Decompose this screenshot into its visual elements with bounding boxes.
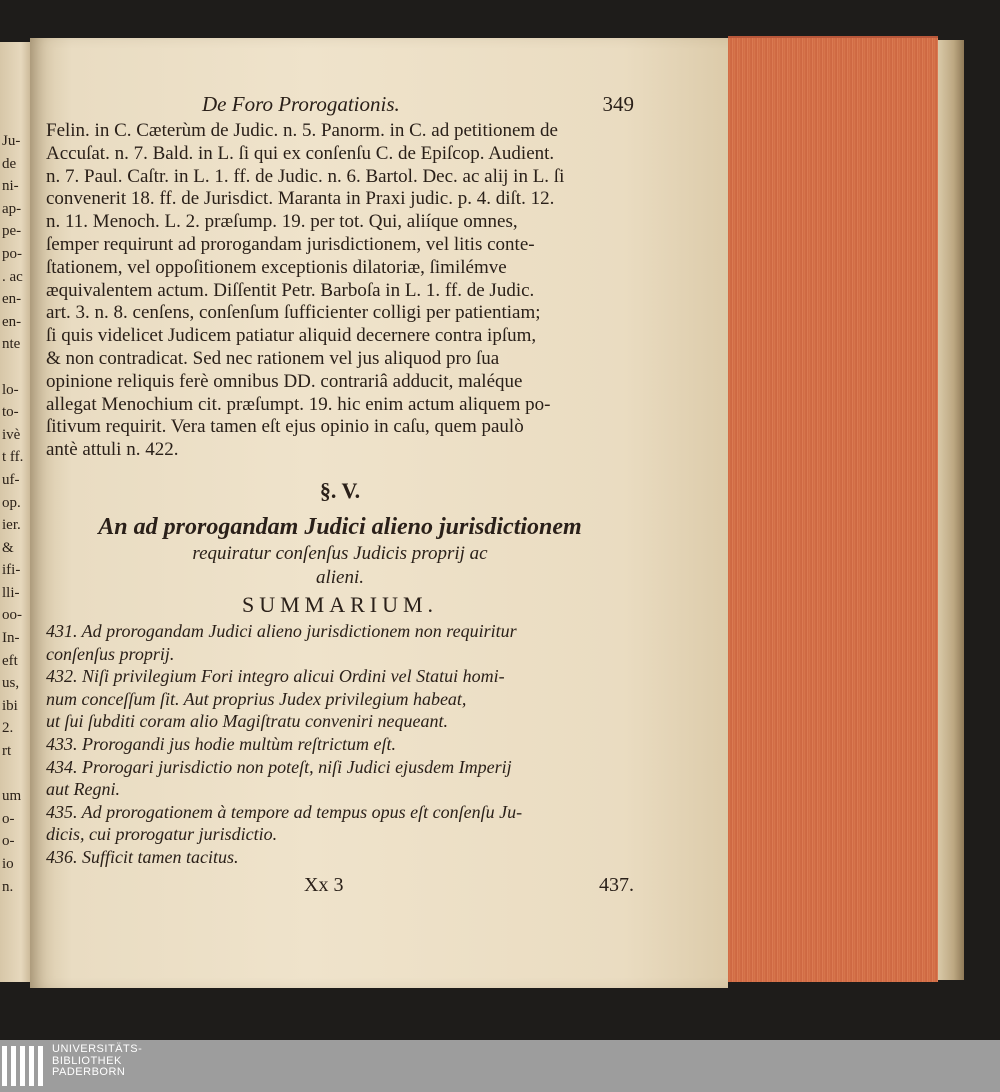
left-page-fragment: um	[2, 788, 22, 805]
summary-item-line: 432. Niſi privilegium Fori integro alicui Ordini vel Statui homi-	[46, 666, 505, 687]
body-text-line: convenerit 18. ff. de Jurisdict. Maranta in Praxi judic. p. 4. diſt. 12.	[46, 188, 555, 210]
left-page-fragment: ivè	[2, 426, 21, 443]
summary-item-line: 434. Prorogari jurisdictio non poteſt, niſi Judici ejusdem Imperij	[46, 756, 512, 777]
left-page-fragment: ap-	[2, 200, 22, 217]
body-text-line: n. 11. Menoch. L. 2. præſump. 19. per tot. Qui, aliíque omnes,	[46, 211, 518, 233]
left-page-fragment: us,	[2, 675, 20, 692]
body-text-line: n. 7. Paul. Caſtr. in L. 1. ff. de Judic. n. 6. Bartol. Dec. ac alij in L. ſi	[46, 165, 565, 187]
body-text-line: ſtationem, vel oppoſitionem exceptionis dilatoriæ, ſimilémve	[46, 256, 507, 278]
left-page-fragment: lli-	[2, 584, 20, 601]
left-page-fragment	[2, 763, 30, 786]
logo-line: UNIVERSITÄTS-	[52, 1043, 143, 1055]
left-page-fragment: eft	[2, 652, 18, 669]
body-text-line: allegat Menochium cit. præſumpt. 19. hic enim actum aliquem po-	[46, 393, 551, 415]
book-page-edges	[728, 36, 938, 982]
body-text-line: art. 3. n. 8. cenſens, conſenſum ſufficienter colligi per patientiam;	[46, 302, 541, 324]
left-page-fragment: nte	[2, 336, 21, 353]
signature-mark: Xx 3	[304, 874, 344, 897]
left-page-fragment: po-	[2, 245, 22, 262]
section-title-line-2: requiratur conſenſus Judicis proprij ac	[192, 542, 488, 564]
left-page-fragment: ibi	[2, 697, 18, 714]
left-page-fragment: de	[2, 155, 17, 172]
library-logo-text	[52, 1044, 142, 1079]
left-page-fragment: pe-	[2, 223, 22, 240]
left-page-fragment: ni-	[2, 178, 19, 195]
summary-item-line: 431. Ad prorogandam Judici alieno jurisdictionem non requiritur	[46, 620, 517, 641]
left-page-fragment: In-	[2, 630, 20, 647]
page-footer	[46, 874, 634, 902]
left-page-fragment: n.	[2, 878, 14, 895]
section-heading: §. V.	[319, 477, 361, 503]
left-page-fragment: t ff.	[2, 449, 24, 466]
body-text-line: Accuſat. n. 7. Bald. in L. ſi qui ex conſenſu C. de Epiſcop. Audient.	[46, 142, 555, 164]
left-page-fragment: to-	[2, 404, 19, 421]
left-page-fragment: 2.	[2, 720, 14, 737]
running-header	[46, 90, 634, 120]
left-page-fragment: en-	[2, 291, 22, 308]
body-text	[46, 120, 634, 462]
body-text-line: antè attuli n. 422.	[46, 439, 179, 461]
body-text-line: opinione reliquis ferè omnibus DD. contrariâ adducit, maléque	[46, 370, 523, 392]
body-text-line: æquivalentem actum. Diſſentit Petr. Barboſa in L. 1. ff. de Judic.	[46, 279, 535, 301]
left-page-fragment: ifi-	[2, 562, 21, 579]
running-head-title: De Foro Prorogationis.	[202, 92, 400, 116]
library-logo-icon	[2, 1046, 46, 1086]
left-page-fragment: . ac	[2, 268, 23, 285]
summary-item-line: conſenſus proprij.	[46, 643, 175, 664]
left-page-fragment: &	[2, 539, 14, 556]
left-page-fragment: io	[2, 856, 14, 872]
left-page-fragment: oo-	[2, 607, 22, 624]
left-page-fragment: lo-	[2, 381, 19, 398]
summary-item-line: aut Regni.	[46, 779, 120, 800]
summary-item-line: 435. Ad prorogationem à tempore ad tempus opus eſt conſenſu Ju-	[46, 801, 523, 822]
book-page-349	[30, 38, 728, 988]
left-page-fragment: ier.	[2, 517, 21, 534]
body-text-line: ſi quis videlicet Judicem patiatur aliquid decernere contra ipſum,	[46, 325, 537, 347]
logo-line: PADERBORN	[52, 1066, 126, 1078]
summary-item-line: ut ſui ſubditi coram alio Magiſtratu conveniri nequeant.	[46, 711, 448, 732]
body-text-line: & non contradicat. Sed nec rationem vel jus aliquod pro ſua	[46, 347, 500, 369]
summary-item-line: num conceſſum ſit. Aut proprius Judex privilegium habeat,	[46, 688, 467, 709]
section-title-line-1: An ad prorogandam Judici alieno jurisdictionem	[98, 513, 582, 540]
left-page-fragment: en-	[2, 313, 22, 330]
left-page-fragment: rt	[2, 743, 12, 760]
left-page-fragment: op.	[2, 494, 21, 511]
library-footer-bar	[0, 1040, 1000, 1092]
left-page-fragment: uf-	[2, 471, 20, 488]
body-text-line: ſitivum requirit. Vera tamen eſt ejus opinio in caſu, quem paulò	[46, 416, 524, 438]
section-title	[46, 512, 634, 590]
summary-list	[46, 620, 634, 869]
catchword: 437.	[599, 874, 634, 897]
summary-item-line: 436. Sufficit tamen tacitus.	[46, 846, 239, 867]
summary-item-line: dicis, cui prorogatur jurisdictio.	[46, 824, 278, 845]
body-text-line: Felin. in C. Cæterùm de Judic. n. 5. Panorm. in C. ad petitionem de	[46, 120, 558, 141]
section-title-line-3: alieni.	[315, 566, 365, 588]
page-text-block	[46, 90, 634, 902]
left-page-fragment	[2, 356, 30, 379]
summary-item-line: 433. Prorogandi jus hodie multùm reſtrictum eſt.	[46, 733, 396, 754]
logo-line: BIBLIOTHEK	[52, 1054, 122, 1067]
left-page-fragment: o-	[2, 833, 15, 850]
left-page-fragment: Ju-	[2, 133, 21, 149]
left-page-fragment: o-	[2, 810, 15, 827]
left-page-edge	[0, 42, 31, 982]
body-text-line: ſemper requirunt ad prorogandam jurisdictionem, vel litis conte-	[46, 233, 535, 255]
left-page-fragments	[2, 130, 30, 898]
book-cover-edge	[938, 40, 964, 980]
summarium-heading: SUMMARIUM.	[241, 591, 439, 617]
page-number: 349	[602, 92, 634, 116]
